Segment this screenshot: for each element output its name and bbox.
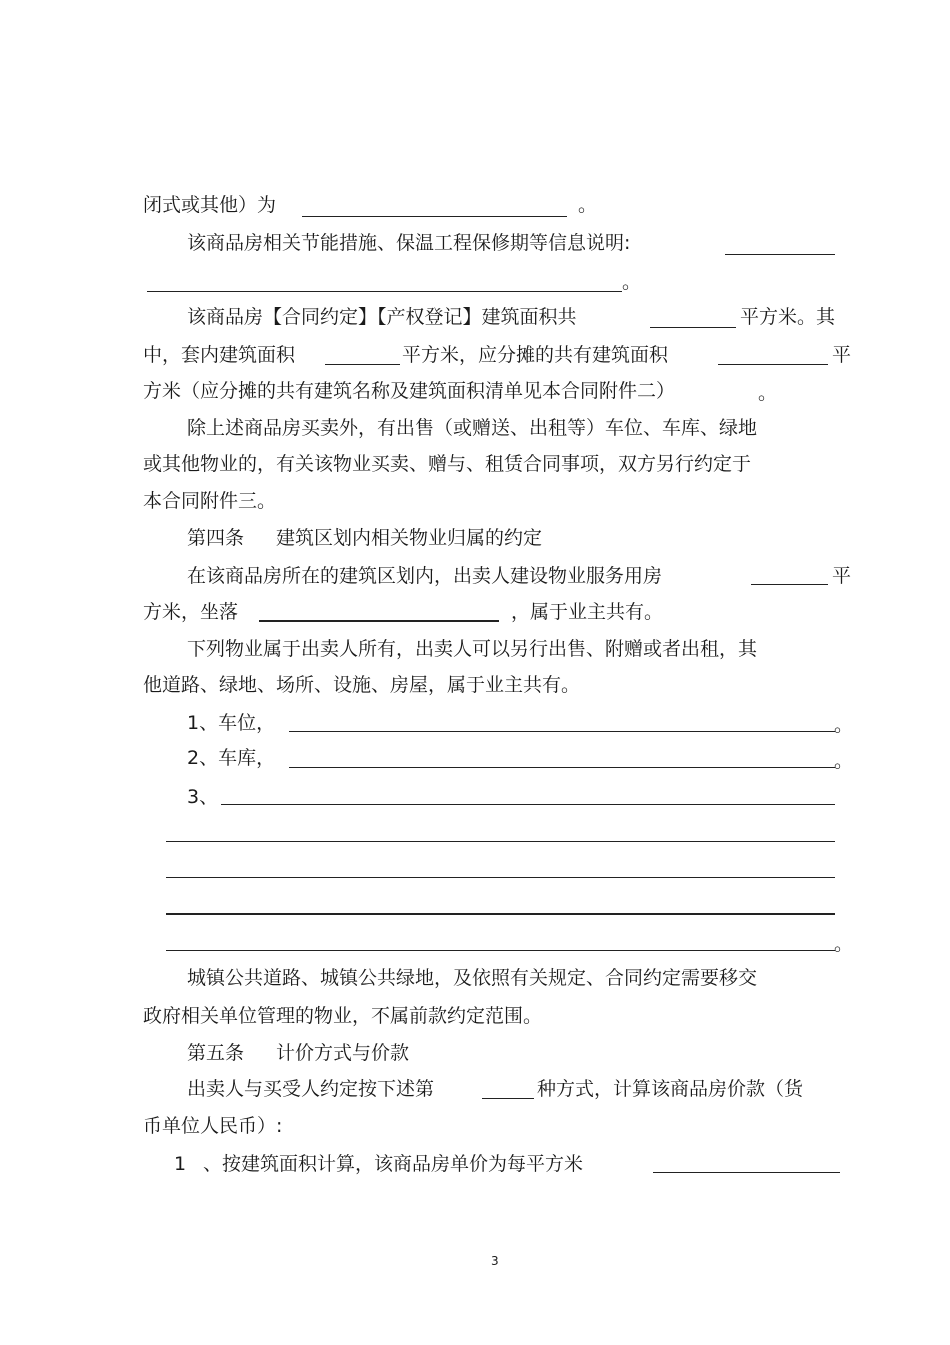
- text-line: 平: [832, 344, 852, 366]
- text-line: 本合同附件三。: [143, 490, 277, 512]
- text-line: 、按建筑面积计算，该商品房单价为每平方米: [203, 1153, 584, 1175]
- text-line: 他道路、绿地、场所、设施、房屋，属于业主共有。: [143, 674, 581, 696]
- text-line: 该商品房相关节能措施、保温工程保修期等信息说明:: [187, 232, 631, 254]
- text-line: 城镇公共道路、城镇公共绿地，及依照有关规定、合同约定需要移交: [187, 967, 758, 989]
- article-number: 第五条: [187, 1042, 245, 1064]
- blank-underline: [325, 364, 400, 365]
- article-number: 第四条: [187, 527, 245, 549]
- text-line: ，属于业主共有。: [511, 601, 664, 623]
- text-line: 平方米。其: [740, 306, 836, 328]
- blank-underline: [221, 804, 835, 805]
- blank-underline: [166, 913, 835, 915]
- blank-underline: [751, 584, 828, 585]
- text-line: 在该商品房所在的建筑区划内，出卖人建设物业服务用房: [187, 565, 663, 587]
- text-line: 。: [834, 933, 854, 955]
- text-line: 闭式或其他）为: [143, 194, 277, 216]
- text-line: 币单位人民币）:: [143, 1115, 283, 1137]
- blank-underline: [653, 1172, 840, 1173]
- text-line: 下列物业属于出卖人所有，出卖人可以另行出售、附赠或者出租，其: [187, 638, 758, 660]
- blank-underline: [166, 841, 835, 842]
- article-title: 计价方式与价款: [276, 1042, 410, 1064]
- text-line: 政府相关单位管理的物业，不属前款约定范围。: [143, 1005, 543, 1027]
- text-line: 。: [622, 271, 642, 293]
- blank-underline: [718, 364, 828, 365]
- text-line: 出卖人与买受人约定按下述第: [187, 1078, 435, 1100]
- text-line: 方米（应分摊的共有建筑名称及建筑面积清单见本合同附件二）: [143, 380, 676, 402]
- text-line: 该商品房【合同约定】【产权登记】建筑面积共: [187, 306, 577, 328]
- text-line: 除上述商品房买卖外，有出售（或赠送、出租等）车位、车库、绿地: [187, 417, 758, 439]
- text-line: 1: [174, 1153, 187, 1175]
- text-line: 中，套内建筑面积: [143, 344, 296, 366]
- page-number: 3: [491, 1254, 499, 1268]
- text-line: 1、车位，: [187, 712, 276, 734]
- blank-underline: [289, 767, 835, 768]
- text-line: 种方式，计算该商品房价款（货: [537, 1078, 804, 1100]
- blank-underline: [302, 216, 567, 217]
- blank-underline: [482, 1098, 534, 1099]
- blank-underline: [725, 254, 835, 255]
- blank-underline: [289, 731, 835, 732]
- text-line: 或其他物业的，有关该物业买卖、赠与、租赁合同事项，双方另行约定于: [143, 453, 752, 475]
- blank-underline: [147, 291, 622, 292]
- text-line: 2、车库，: [187, 747, 276, 769]
- text-line: 。: [578, 194, 598, 216]
- blank-underline: [650, 327, 736, 328]
- blank-underline: [259, 620, 499, 622]
- text-line: 3、: [187, 786, 219, 808]
- article-title: 建筑区划内相关物业归属的约定: [276, 527, 543, 549]
- text-line: 。: [834, 750, 854, 772]
- text-line: 平: [832, 565, 852, 587]
- text-line: 。: [834, 714, 854, 736]
- blank-underline: [166, 877, 835, 878]
- text-line: 方米，坐落: [143, 601, 239, 623]
- text-line: 。: [758, 382, 778, 404]
- text-line: 平方米，应分摊的共有建筑面积: [402, 344, 669, 366]
- blank-underline: [166, 950, 835, 951]
